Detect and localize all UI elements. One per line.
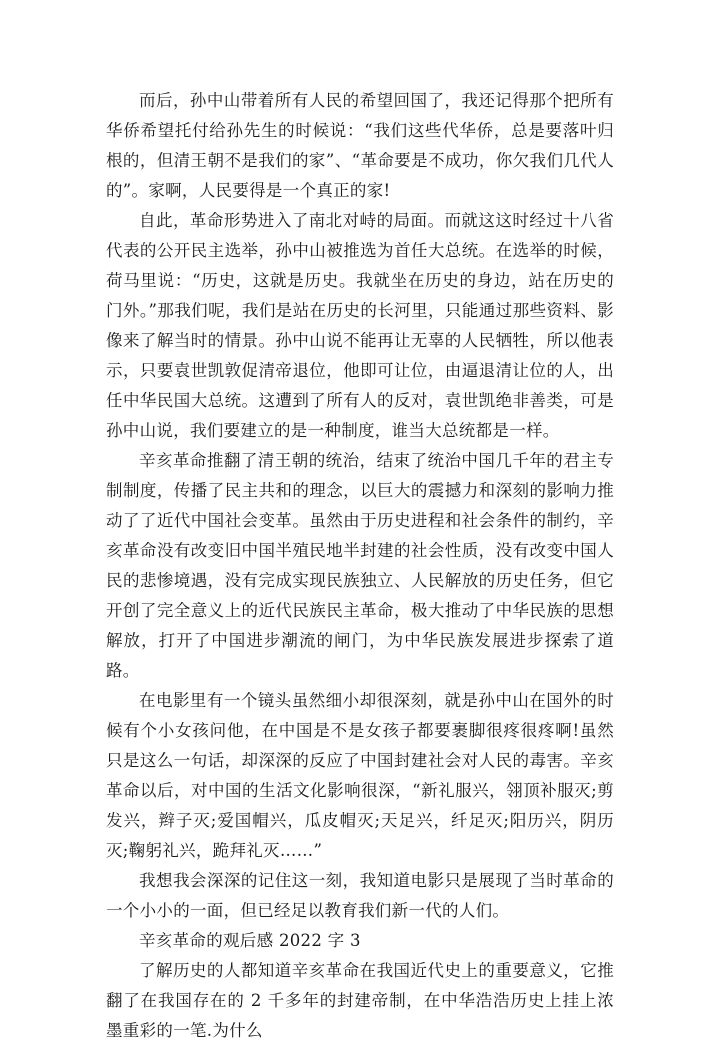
paragraph-election: 自此，革命形势进入了南北对峙的局面。而就这这时经过十八省代表的公开民主选举，孙中山被推选为首任大总统。在选举的时候，荷马里说：“历史，这就是历史。我就坐在历史的身边，站在历史的门外。”那我们呢，我们是站在历史的长河里，只能通过那些资料、影像来了解当时的情景。孙中山说不能再让无辜的人民牺牲，所以他表示，只要袁世凯敦促清帝退位，他即可让位，由逼退清让位的人，出任中华民国大总统。这遭到了所有人的反对，袁世凯绝非善类，可是孙中山说，我们要建立的是一种制度，谁当大总统都是一样。 — [106, 211, 614, 440]
section-heading: 辛亥革命的观后感 2022 字 3 — [139, 931, 361, 950]
paragraph-significance: 辛亥革命推翻了清王朝的统治，结束了统治中国几千年的君主专制制度，传播了民主共和的理念，以巨大的震撼力和深刻的影响力推动了了近代中国社会变革。虽然由于历史进程和社会条件的制约，辛亥革命没有改变旧中国半殖民地半封建的社会性质，没有改变中国人民的悲惨境遇，没有完成实现民族独立、人民解放的历史任务，但它开创了完全意义上的近代民族民主革命，极大推动了中华民族的思想解放，打开了中国进步潮流的闸门，为中华民族发展进步探索了道路。 — [106, 451, 614, 680]
paragraph-remember: 我想我会深深的记住这一刻，我知道电影只是展现了当时革命的一个小小的一面，但已经足以教育我们新一代的人们。 — [106, 871, 614, 920]
document-body — [106, 86, 614, 1046]
paragraph-return-home: 而后，孙中山带着所有人民的希望回国了，我还记得那个把所有华侨希望托付给孙先生的时候说：“我们这些代华侨，总是要落叶归根的，但清王朝不是我们的家”、“革命要是不成功，你欠我们几代人的”。家啊，人民要得是一个真正的家! — [106, 91, 614, 200]
paragraph-history-meaning: 了解历史的人都知道辛亥革命在我国近代史上的重要意义，它推翻了在我国存在的 2 千多年的封建帝制，在中华浩浩历史上挂上浓墨重彩的一笔.为什么 — [106, 961, 614, 1040]
paragraph-film-scene: 在电影里有一个镜头虽然细小却很深刻，就是孙中山在国外的时候有个小女孩问他，在中国是不是女孩子都要裹脚很疼很疼啊!虽然只是这么一句话，却深深的反应了中国封建社会对人民的毒害。辛亥革命以后，对中国的生活文化影响很深，“新礼服兴，翎顶补服灭;剪发兴，辫子灭;爱国帽兴，瓜皮帽灭;天足兴，纤足灭;阳历兴，阴历灭;鞠躬礼兴，跪拜礼灭……” — [106, 691, 614, 860]
